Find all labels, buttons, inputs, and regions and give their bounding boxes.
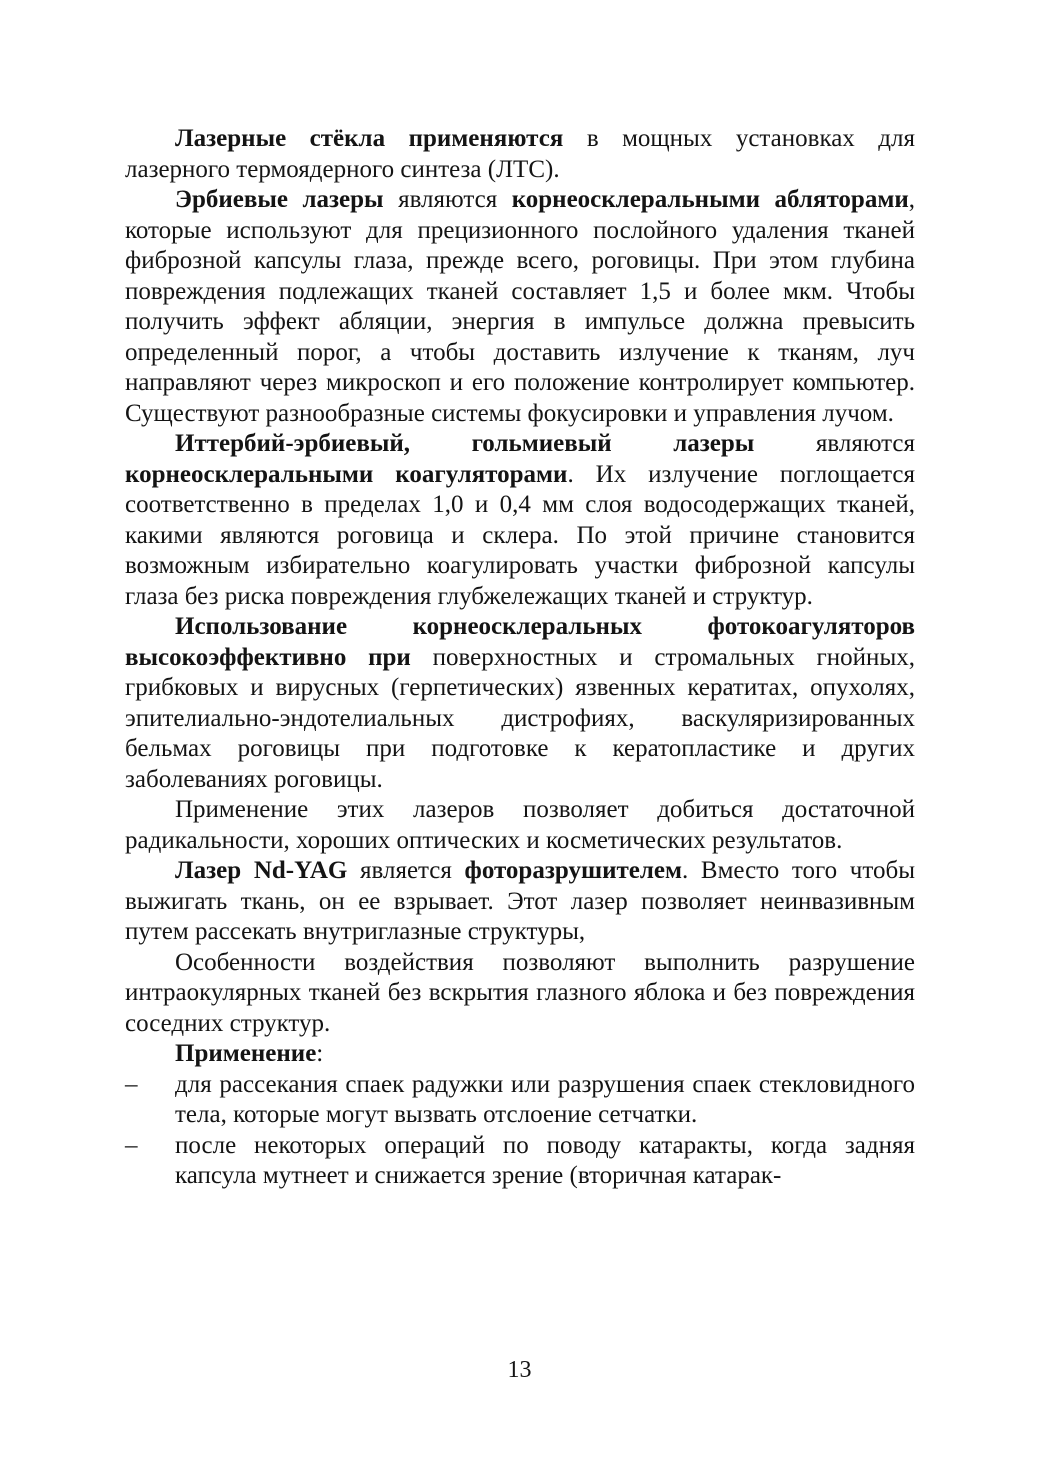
paragraph-text: являются bbox=[754, 430, 916, 457]
term-nd-yag-laser: Лазер Nd-YAG bbox=[175, 857, 348, 884]
paragraph-erbium-lasers bbox=[125, 185, 915, 429]
paragraph-ytterbium-erbium bbox=[125, 429, 915, 612]
paragraph-text: поверхностных и стромальных гнойных, грибковых и вирусных (герпетических) язвенных кератитах, опухолях, эпителиально-эндотелиальных дистрофиях, васкуляризированных бельмах роговицы при подготовке к кератопластике и других заболеваниях роговицы. bbox=[125, 643, 915, 793]
heading-text: Применение bbox=[175, 1040, 317, 1067]
term-corneoscleral-ablators: корнеосклеральными абляторами bbox=[511, 186, 909, 213]
list-item bbox=[125, 1070, 915, 1131]
paragraph-text: Применение этих лазеров позволяет добиться достаточной радикальности, хороших оптических и косметических результатов. bbox=[125, 796, 915, 854]
paragraph-text: . Вместо того чтобы выжигать ткань, он ее взрывает. Этот лазер позволяет неинвазивным путем рассекать внутриглазные структуры, bbox=[125, 857, 915, 945]
term-corneoscleral-coagulators: корнеосклеральными коагуляторами bbox=[125, 460, 568, 488]
term-photodisruptor: фоторазрушителем bbox=[464, 857, 682, 884]
paragraph-features bbox=[125, 948, 915, 1040]
paragraph-text: . Их излучение поглощается соответственно в пределах 1,0 и 0,4 мм слоя водосодержащих тканей, какими являются роговица и склера. По этой причине становится возможным избирательно коагулировать участки фиброзной капсулы глаза без риска повреждения глубжележащих тканей и структур. bbox=[125, 460, 915, 610]
list-item-text: после некоторых операций по поводу катаракты, когда задняя капсула мутнеет и снижается зрение (вторичная катарак- bbox=[175, 1131, 915, 1189]
term-erbium-lasers: Эрбиевые лазеры bbox=[175, 186, 384, 213]
heading-colon: : bbox=[316, 1040, 324, 1067]
body-text bbox=[125, 124, 915, 1192]
paragraph-text: является bbox=[347, 857, 465, 884]
paragraph-photocoagulators-use bbox=[125, 612, 915, 795]
dash-marker: – bbox=[125, 1131, 138, 1159]
paragraph-text: , которые используют для прецизионного послойного удаления тканей фиброзной капсулы глаза, прежде всего, роговицы. При этом глубина повреждения подлежащих тканей составляет 1,5 и более мкм. Чтобы получить эффект абляции, энергия в импульсе должна превысить определенный порог, а чтобы доставить излучение к тканям, луч направляют через микроскоп и его положение контролирует компьютер. Существуют разнообразные системы фокусировки и управления лучом. bbox=[125, 186, 915, 427]
term-ytterbium-holmium-lasers: Иттербий-эрбиевый, гольмиевый лазеры bbox=[175, 430, 755, 457]
term-laser-glass: Лазерные стёкла применяются bbox=[175, 125, 564, 152]
paragraph-text: в мощных установках для лазерного термоядерного синтеза (ЛТС). bbox=[125, 125, 915, 183]
paragraph-text: Особенности воздействия позволяют выполнить разрушение интраокулярных тканей без вскрытия глазного яблока и без повреждения соседних структур. bbox=[125, 948, 915, 1037]
term-photocoagulators-use: Использование корнеосклеральных фотокоагуляторов высокоэффективно при bbox=[125, 613, 915, 671]
paragraph-lasers-results bbox=[125, 795, 915, 856]
dash-marker: – bbox=[125, 1070, 138, 1098]
paragraph-text: являются bbox=[383, 186, 512, 213]
section-heading-application bbox=[125, 1039, 915, 1070]
page-number: 13 bbox=[507, 1357, 532, 1383]
list-item-text: для рассекания спаек радужки или разрушения спаек стекловидного тела, которые могут вызвать отслоение сетчатки. bbox=[175, 1070, 915, 1128]
paragraph-laser-glass bbox=[125, 124, 915, 185]
paragraph-nd-yag bbox=[125, 856, 915, 948]
list-item bbox=[125, 1131, 915, 1192]
